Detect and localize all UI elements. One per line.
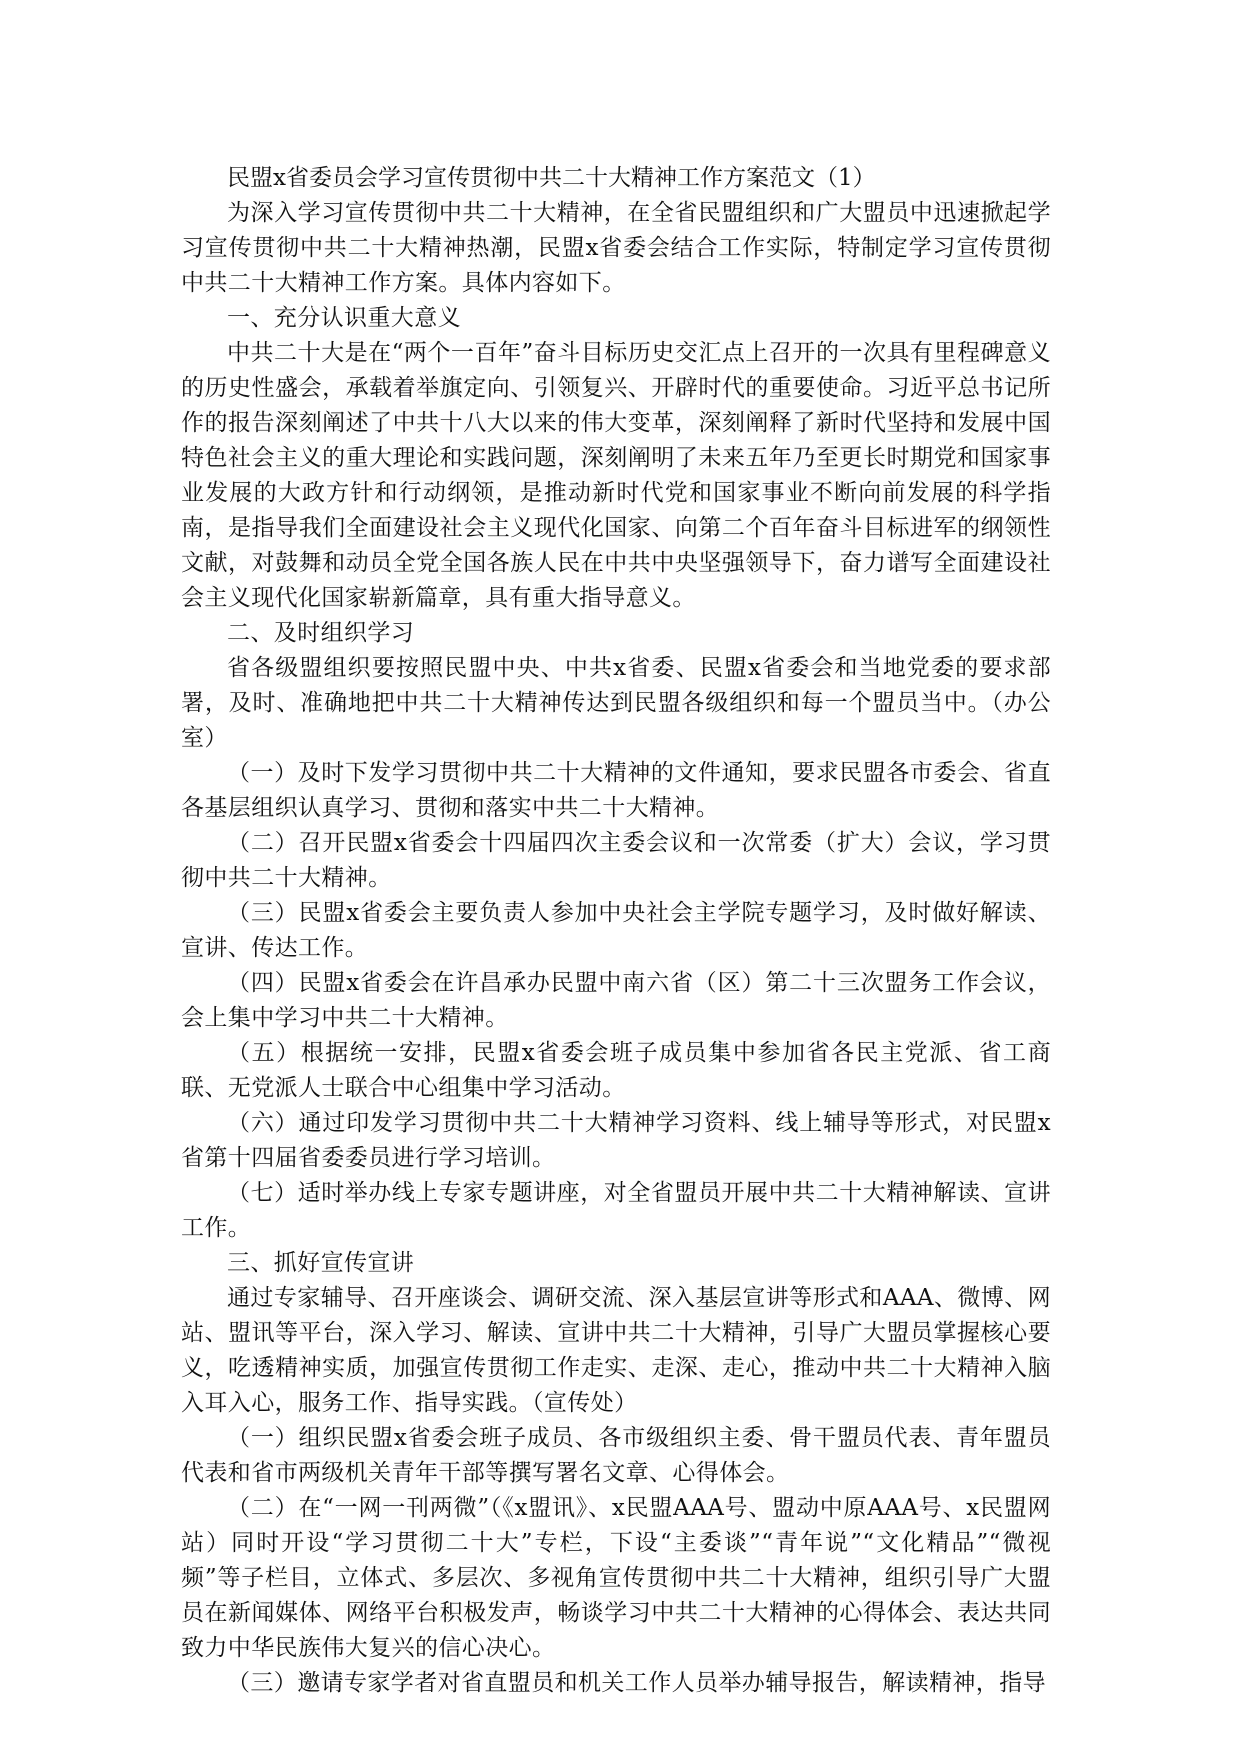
section-heading-2: 二、及时组织学习 <box>227 620 415 646</box>
section-2-item-5: （五）根据统一安排，民盟x省委会班子成员集中参加省各民主党派、省工商联、无党派人士联合中心组集中学习活动。 <box>181 1040 1051 1101</box>
section-heading-3: 三、抓好宣传宣讲 <box>227 1250 415 1276</box>
section-2-item-4: （四）民盟x省委会在许昌承办民盟中南六省（区）第二十三次盟务工作会议，会上集中学习中共二十大精神。 <box>181 970 1051 1031</box>
section-2-item-3: （三）民盟x省委会主要负责人参加中央社会主学院专题学习，及时做好解读、宣讲、传达工作。 <box>181 900 1051 961</box>
section-2-paragraph: 省各级盟组织要按照民盟中央、中共x省委、民盟x省委会和当地党委的要求部署，及时、准确地把中共二十大精神传达到民盟各级组织和每一个盟员当中。（办公室） <box>181 655 1051 751</box>
section-3-item-3: （三）邀请专家学者对省直盟员和机关工作人员举办辅导报告，解读精神，指导 <box>227 1670 1046 1696</box>
section-2-item-2: （二）召开民盟x省委会十四届四次主委会议和一次常委（扩大）会议，学习贯彻中共二十大精神。 <box>181 830 1051 891</box>
document-body <box>181 161 1051 1701</box>
intro-paragraph: 为深入学习宣传贯彻中共二十大精神，在全省民盟组织和广大盟员中迅速掀起学习宣传贯彻中共二十大精神热潮，民盟x省委会结合工作实际，特制定学习宣传贯彻中共二十大精神工作方案。具体内容如下。 <box>181 200 1051 296</box>
section-3-item-2: （二）在“一网一刊两微”（《x盟讯》、x民盟AAA号、盟动中原AAA号、x民盟网站）同时开设“学习贯彻二十大”专栏，下设“主委谈”“青年说”“文化精品”“微视频”等子栏目，立体式、多层次、多视角宣传贯彻中共二十大精神，组织引导广大盟员在新闻媒体、网络平台积极发声，畅谈学习中共二十大精神的心得体会、表达共同致力中华民族伟大复兴的信心决心。 <box>181 1495 1051 1661</box>
section-heading-1: 一、充分认识重大意义 <box>227 305 461 331</box>
section-2-item-1: （一）及时下发学习贯彻中共二十大精神的文件通知，要求民盟各市委会、省直各基层组织认真学习、贯彻和落实中共二十大精神。 <box>181 760 1051 821</box>
section-2-item-7: （七）适时举办线上专家专题讲座，对全省盟员开展中共二十大精神解读、宣讲工作。 <box>181 1180 1051 1241</box>
section-2-item-6: （六）通过印发学习贯彻中共二十大精神学习资料、线上辅导等形式，对民盟x省第十四届省委委员进行学习培训。 <box>181 1110 1051 1171</box>
document-title: 民盟x省委员会学习宣传贯彻中共二十大精神工作方案范文（1） <box>227 165 876 191</box>
section-1-paragraph: 中共二十大是在“两个一百年”奋斗目标历史交汇点上召开的一次具有里程碑意义的历史性盛会，承载着举旗定向、引领复兴、开辟时代的重要使命。习近平总书记所作的报告深刻阐述了中共十八大以来的伟大变革，深刻阐释了新时代坚持和发展中国特色社会主义的重大理论和实践问题，深刻阐明了未来五年乃至更长时期党和国家事业发展的大政方针和行动纲领，是推动新时代党和国家事业不断向前发展的科学指南，是指导我们全面建设社会主义现代化国家、向第二个百年奋斗目标进军的纲领性文献，对鼓舞和动员全党全国各族人民在中共中央坚强领导下，奋力谱写全面建设社会主义现代化国家崭新篇章，具有重大指导意义。 <box>181 340 1051 611</box>
section-3-paragraph: 通过专家辅导、召开座谈会、调研交流、深入基层宣讲等形式和AAA、微博、网站、盟讯等平台，深入学习、解读、宣讲中共二十大精神，引导广大盟员掌握核心要义，吃透精神实质，加强宣传贯彻工作走实、走深、走心，推动中共二十大精神入脑入耳入心，服务工作、指导实践。（宣传处） <box>181 1285 1051 1416</box>
section-3-item-1: （一）组织民盟x省委会班子成员、各市级组织主委、骨干盟员代表、青年盟员代表和省市两级机关青年干部等撰写署名文章、心得体会。 <box>181 1425 1051 1486</box>
